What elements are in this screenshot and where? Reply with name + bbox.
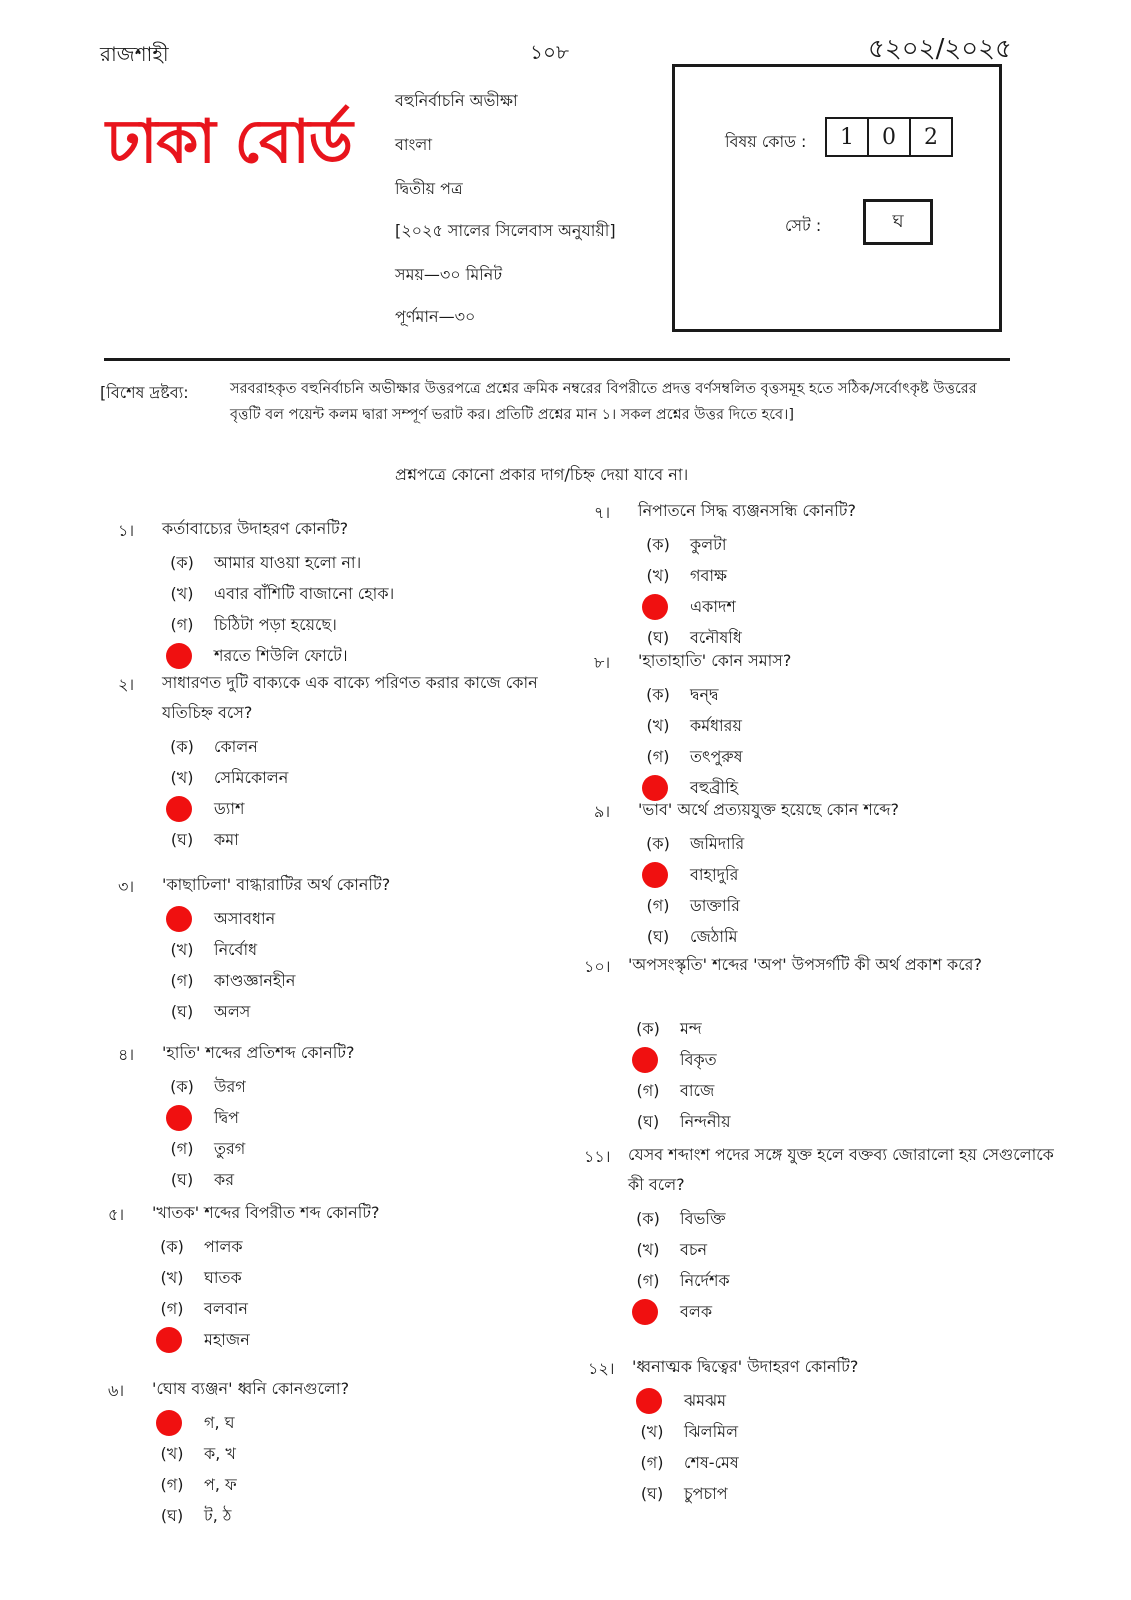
question-text: 'খাতক' শব্দের বিপরীত শব্দ কোনটি? bbox=[152, 1203, 380, 1222]
question-text: 'হাতি' শব্দের প্রতিশব্দ কোনটি? bbox=[162, 1043, 355, 1062]
answer-option[interactable] bbox=[162, 935, 482, 965]
option-key: (ঘ) bbox=[646, 927, 670, 946]
question-text: যেসব শব্দাংশ পদের সঙ্গে যুক্ত হলে বক্তব্য জোরালো হয় সেগুলোকে কী বলে? bbox=[628, 1145, 1054, 1194]
option-text: কমা bbox=[214, 830, 239, 849]
answer-option[interactable] bbox=[638, 592, 958, 622]
filled-answer-bubble[interactable] bbox=[636, 1388, 662, 1414]
option-text: চিঠিটা পড়া হয়েছে। bbox=[214, 615, 337, 634]
marking-warning: প্রশ্নপত্রে কোনো প্রকার দাগ/চিহ্ন দেয়া যাবে না। bbox=[395, 465, 689, 484]
answer-option[interactable] bbox=[162, 610, 482, 640]
answer-option[interactable] bbox=[638, 561, 958, 591]
option-key: (খ) bbox=[160, 1444, 184, 1463]
option-text: তুরগ bbox=[214, 1139, 246, 1158]
option-text: বচন bbox=[680, 1240, 708, 1259]
set-label: সেট : bbox=[785, 216, 822, 235]
subject-code-label: বিষয় কোড : bbox=[725, 132, 807, 151]
answer-option[interactable] bbox=[638, 711, 958, 741]
exam-type: বহুনির্বাচনি অভীক্ষা bbox=[395, 91, 518, 110]
answer-option[interactable] bbox=[638, 860, 958, 890]
option-key: (গ) bbox=[170, 1139, 194, 1158]
note-text: সরবরাহকৃত বহুনির্বাচনি অভীক্ষার উত্তরপত্রে প্রশ্নের ক্রমিক নম্বরের বিপরীতে প্রদত্ত বর্ণসম্বলিত বৃত্তসমূহ হতে সঠিক/সর্বোৎকৃষ্ট উত্তরের বৃত্তটি বল পয়েন্ট কলম দ্বারা সম্পূর্ণ ভরাট কর। প্রতিটি প্রশ্নের মান ১। সকল প্রশ্নের উত্তর দিতে হবে।] bbox=[230, 381, 977, 423]
subject-code-digit: 0 bbox=[867, 117, 911, 157]
filled-answer-bubble[interactable] bbox=[166, 1105, 192, 1131]
answer-option[interactable] bbox=[638, 922, 958, 952]
option-text: বলবান bbox=[204, 1299, 248, 1318]
option-text: ঝিলমিল bbox=[684, 1422, 738, 1441]
answer-option[interactable] bbox=[628, 1014, 948, 1044]
option-key: (ঘ) bbox=[170, 1002, 194, 1021]
option-key: (ঘ) bbox=[646, 628, 670, 647]
answer-option[interactable] bbox=[152, 1439, 472, 1469]
filled-answer-bubble[interactable] bbox=[156, 1327, 182, 1353]
full-marks: পূর্ণমান—৩০ bbox=[395, 307, 476, 326]
answer-option[interactable] bbox=[152, 1470, 472, 1500]
option-key: (খ) bbox=[646, 716, 670, 735]
option-key: (গ) bbox=[646, 747, 670, 766]
question-number: ২। bbox=[118, 675, 135, 694]
question-number: ৭। bbox=[594, 503, 611, 522]
question-text: 'ধ্বনাত্মক দ্বিত্বের' উদাহরণ কোনটি? bbox=[632, 1357, 859, 1376]
divider bbox=[104, 358, 1010, 361]
option-key: (গ) bbox=[160, 1475, 184, 1494]
option-text: গবাক্ষ bbox=[690, 566, 727, 585]
question-number: ৫। bbox=[108, 1205, 125, 1224]
option-key: (গ) bbox=[170, 971, 194, 990]
answer-option[interactable] bbox=[638, 829, 958, 859]
option-text: বাহাদুরি bbox=[690, 865, 739, 884]
time: সময়—৩০ মিনিট bbox=[395, 265, 503, 284]
option-key: (ঘ) bbox=[170, 1170, 194, 1189]
question-text: 'ঘোষ ব্যঞ্জন' ধ্বনি কোনগুলো? bbox=[152, 1379, 350, 1398]
option-text: কাণ্ডজ্ঞানহীন bbox=[214, 971, 296, 990]
option-text: ঝমঝম bbox=[684, 1391, 726, 1410]
option-key: (ক) bbox=[646, 535, 670, 554]
answer-option[interactable] bbox=[632, 1417, 952, 1447]
answer-option[interactable] bbox=[162, 794, 482, 824]
answer-option[interactable] bbox=[162, 966, 482, 996]
option-text: সেমিকোলন bbox=[214, 768, 289, 787]
option-text: বিকৃত bbox=[680, 1050, 717, 1069]
question-id: ৫২০২/২০২৫ bbox=[868, 34, 1012, 64]
question-number: ৮। bbox=[594, 653, 611, 672]
option-key: (গ) bbox=[160, 1299, 184, 1318]
question-number: ১। bbox=[118, 521, 135, 540]
filled-answer-bubble[interactable] bbox=[642, 594, 668, 620]
header-left: রাজশাহী bbox=[100, 42, 169, 66]
option-text: মন্দ bbox=[680, 1019, 702, 1038]
option-text: ট, ঠ bbox=[204, 1506, 232, 1525]
code-box bbox=[672, 64, 1002, 332]
answer-option[interactable] bbox=[162, 579, 482, 609]
option-text: নির্দেশক bbox=[680, 1271, 730, 1290]
option-text: বাজে bbox=[680, 1081, 715, 1100]
option-key: (ঘ) bbox=[160, 1506, 184, 1525]
answer-option[interactable] bbox=[152, 1325, 472, 1355]
option-text: জমিদারি bbox=[690, 834, 745, 853]
answer-option[interactable] bbox=[162, 732, 482, 762]
option-text: নির্বোধ bbox=[214, 940, 258, 959]
option-key: (ক) bbox=[646, 834, 670, 853]
answer-option[interactable] bbox=[162, 904, 482, 934]
option-text: ঘাতক bbox=[204, 1268, 242, 1287]
answer-option[interactable] bbox=[162, 997, 482, 1027]
option-text: পালক bbox=[204, 1237, 243, 1256]
option-text: গ, ঘ bbox=[204, 1413, 235, 1432]
question-number: ৪। bbox=[118, 1045, 135, 1064]
option-key: (গ) bbox=[640, 1453, 664, 1472]
filled-answer-bubble[interactable] bbox=[632, 1047, 658, 1073]
filled-answer-bubble[interactable] bbox=[632, 1299, 658, 1325]
answer-option[interactable] bbox=[152, 1501, 472, 1531]
option-text: তৎপুরুষ bbox=[690, 747, 743, 766]
subject-code-digit: 1 bbox=[825, 117, 869, 157]
question-text: কর্তাবাচ্যের উদাহরণ কোনটি? bbox=[162, 519, 349, 538]
option-key: (খ) bbox=[160, 1268, 184, 1287]
question-number: ১২। bbox=[588, 1359, 615, 1378]
option-text: ক, খ bbox=[204, 1444, 236, 1463]
option-key: (খ) bbox=[636, 1240, 660, 1259]
option-key: (গ) bbox=[170, 615, 194, 634]
option-key: (ঘ) bbox=[640, 1484, 664, 1503]
option-text: ড্যাশ bbox=[214, 799, 245, 818]
option-text: অলস bbox=[214, 1002, 251, 1021]
option-text: বহুব্রীহি bbox=[690, 778, 739, 797]
answer-option[interactable] bbox=[162, 825, 482, 855]
answer-option[interactable] bbox=[152, 1263, 472, 1293]
answer-option[interactable] bbox=[628, 1297, 948, 1327]
option-key: (গ) bbox=[636, 1081, 660, 1100]
option-text: একাদশ bbox=[690, 597, 736, 616]
option-text: উরগ bbox=[214, 1077, 246, 1096]
option-text: নিন্দনীয় bbox=[680, 1112, 731, 1131]
filled-answer-bubble[interactable] bbox=[166, 796, 192, 822]
answer-option[interactable] bbox=[632, 1386, 952, 1416]
question-text: নিপাতনে সিদ্ধ ব্যঞ্জনসন্ধি কোনটি? bbox=[638, 501, 856, 520]
question-number: ৯। bbox=[594, 802, 611, 821]
answer-option[interactable] bbox=[152, 1232, 472, 1262]
option-key: (ক) bbox=[170, 1077, 194, 1096]
option-key: (খ) bbox=[646, 566, 670, 585]
answer-option[interactable] bbox=[162, 1072, 482, 1102]
answer-option[interactable] bbox=[638, 742, 958, 772]
filled-answer-bubble[interactable] bbox=[156, 1410, 182, 1436]
answer-option[interactable] bbox=[162, 548, 482, 578]
option-text: জেঠামি bbox=[690, 927, 738, 946]
option-text: কর্মধারয় bbox=[690, 716, 742, 735]
option-text: অসাবধান bbox=[214, 909, 276, 928]
question-text: 'হাতাহাতি' কোন সমাস? bbox=[638, 651, 792, 670]
option-text: কুলটা bbox=[690, 535, 727, 554]
board-title: ঢাকা বোর্ড bbox=[106, 107, 352, 177]
option-text: মহাজন bbox=[204, 1330, 250, 1349]
option-key: (খ) bbox=[170, 940, 194, 959]
question-text: 'ভাব' অর্থে প্রত্যয়যুক্ত হয়েছে কোন শব্দে? bbox=[638, 800, 899, 819]
note-label: [বিশেষ দ্রষ্টব্য: bbox=[100, 383, 189, 402]
answer-option[interactable] bbox=[638, 891, 958, 921]
answer-option[interactable] bbox=[632, 1479, 952, 1509]
paper: দ্বিতীয় পত্র bbox=[395, 179, 463, 198]
option-key: (খ) bbox=[170, 584, 194, 603]
option-key: (খ) bbox=[170, 768, 194, 787]
answer-option[interactable] bbox=[632, 1448, 952, 1478]
question-number: ১১। bbox=[584, 1147, 611, 1166]
question-text: 'অপসংস্কৃতি' শব্দের 'অপ' উপসর্গটি কী অর্থ প্রকাশ করে? bbox=[628, 955, 982, 974]
option-key: (ক) bbox=[170, 737, 194, 756]
option-text: কোলন bbox=[214, 737, 258, 756]
answer-option[interactable] bbox=[152, 1408, 472, 1438]
set-value: ঘ bbox=[863, 199, 933, 245]
answer-option[interactable] bbox=[162, 1103, 482, 1133]
answer-option[interactable] bbox=[628, 1235, 948, 1265]
option-key: (ক) bbox=[170, 553, 194, 572]
option-key: (ক) bbox=[636, 1019, 660, 1038]
syllabus: [২০২৫ সালের সিলেবাস অনুযায়ী] bbox=[395, 221, 616, 240]
option-text: শেষ-মেষ bbox=[684, 1453, 739, 1472]
answer-option[interactable] bbox=[162, 641, 482, 671]
option-text: ডাক্তারি bbox=[690, 896, 740, 915]
question-text: সাধারণত দুটি বাক্যকে এক বাক্যে পরিণত করার কাজে কোন যতিচিহ্ন বসে? bbox=[162, 673, 538, 722]
option-key: (ঘ) bbox=[636, 1112, 660, 1131]
answer-option[interactable] bbox=[162, 1134, 482, 1164]
subject: বাংলা bbox=[395, 135, 432, 154]
answer-option[interactable] bbox=[628, 1076, 948, 1106]
filled-answer-bubble[interactable] bbox=[642, 862, 668, 888]
question-number: ১০। bbox=[584, 957, 611, 976]
answer-option[interactable] bbox=[638, 680, 958, 710]
option-text: চুপচাপ bbox=[684, 1484, 728, 1503]
option-text: বলক bbox=[680, 1302, 713, 1321]
filled-answer-bubble[interactable] bbox=[166, 643, 192, 669]
subject-code-cells bbox=[825, 117, 951, 157]
answer-option[interactable] bbox=[628, 1045, 948, 1075]
option-text: বিভক্তি bbox=[680, 1209, 726, 1228]
option-text: দ্বিপ bbox=[214, 1108, 239, 1127]
option-text: কর bbox=[214, 1170, 234, 1189]
answer-option[interactable] bbox=[628, 1107, 948, 1137]
option-text: বনৌষধি bbox=[690, 628, 742, 647]
answer-option[interactable] bbox=[152, 1294, 472, 1324]
answer-option[interactable] bbox=[628, 1204, 948, 1234]
question-text: 'কাছাঢিলা' বাগ্ধারাটির অর্থ কোনটি? bbox=[162, 875, 391, 894]
option-text: দ্বন্দ্ব bbox=[690, 685, 719, 704]
option-key: (খ) bbox=[640, 1422, 664, 1441]
option-key: (ক) bbox=[160, 1237, 184, 1256]
answer-option[interactable] bbox=[628, 1266, 948, 1296]
question-number: ৩। bbox=[118, 877, 135, 896]
option-text: প, ফ bbox=[204, 1475, 237, 1494]
option-key: (ক) bbox=[646, 685, 670, 704]
answer-option[interactable] bbox=[162, 763, 482, 793]
answer-option[interactable] bbox=[638, 530, 958, 560]
filled-answer-bubble[interactable] bbox=[166, 906, 192, 932]
subject-code-digit: 2 bbox=[909, 117, 953, 157]
option-key: (ঘ) bbox=[170, 830, 194, 849]
question-number: ৬। bbox=[108, 1381, 125, 1400]
option-text: এবার বাঁশিটি বাজানো হোক। bbox=[214, 584, 395, 603]
page-number: ১০৮ bbox=[530, 40, 569, 64]
answer-option[interactable] bbox=[162, 1165, 482, 1195]
option-key: (ক) bbox=[636, 1209, 660, 1228]
option-key: (গ) bbox=[646, 896, 670, 915]
option-key: (গ) bbox=[636, 1271, 660, 1290]
option-text: আমার যাওয়া হলো না। bbox=[214, 553, 362, 572]
option-text: শরতে শিউলি ফোটে। bbox=[214, 646, 348, 665]
